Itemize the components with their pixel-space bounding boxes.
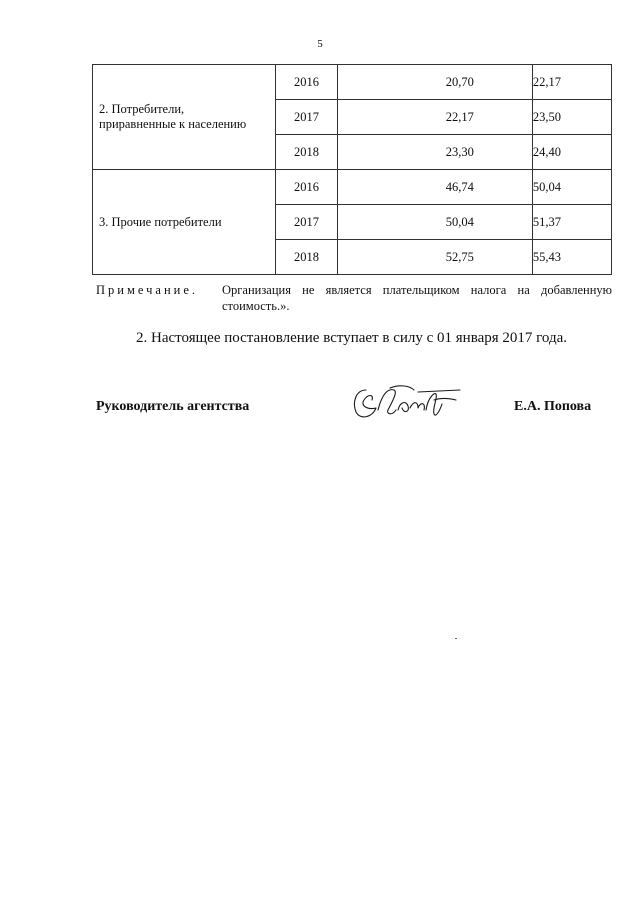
table-row <box>93 65 612 100</box>
tariff-value-cell: 52,75 <box>338 240 533 275</box>
signatory-name: Е.А. Попова <box>514 399 592 414</box>
year-cell: 2017 <box>275 205 337 240</box>
note-label: Примечание. <box>96 283 199 297</box>
consumer-group-label: 2. Потребители, <box>99 102 185 116</box>
consumer-group-cell <box>93 170 276 275</box>
consumer-group-label: приравненные к населению <box>99 117 247 131</box>
scan-speck <box>455 638 457 639</box>
table-row <box>93 170 612 205</box>
note-text: Организация не является плательщиком налога на добавленную <box>222 283 612 297</box>
tariff-value-cell: 55,43 <box>532 240 611 275</box>
tariff-value-cell: 24,40 <box>532 135 611 170</box>
page-number: 5 <box>317 38 323 50</box>
consumer-group-label: 3. Прочие потребители <box>99 214 222 229</box>
tariff-value-cell: 46,74 <box>338 170 533 205</box>
signatory-title: Руководитель агентства <box>96 399 250 414</box>
year-cell: 2016 <box>275 170 337 205</box>
tariff-table <box>92 64 612 275</box>
note-block <box>96 282 612 314</box>
consumer-group-cell <box>93 65 276 170</box>
year-cell: 2017 <box>275 100 337 135</box>
tariff-value-cell: 51,37 <box>532 205 611 240</box>
year-cell: 2016 <box>275 65 337 100</box>
tariff-value-cell: 20,70 <box>338 65 533 100</box>
tariff-value-cell: 22,17 <box>338 100 533 135</box>
tariff-value-cell: 22,17 <box>532 65 611 100</box>
tariff-value-cell: 23,30 <box>338 135 533 170</box>
handwritten-signature <box>348 380 463 425</box>
decree-paragraph: 2. Настоящее постановление вступает в силу с 01 января 2017 года. <box>136 330 568 346</box>
year-cell: 2018 <box>275 135 337 170</box>
year-cell: 2018 <box>275 240 337 275</box>
tariff-value-cell: 50,04 <box>532 170 611 205</box>
note-text-continuation: стоимость.». <box>222 299 290 313</box>
tariff-value-cell: 23,50 <box>532 100 611 135</box>
tariff-value-cell: 50,04 <box>338 205 533 240</box>
